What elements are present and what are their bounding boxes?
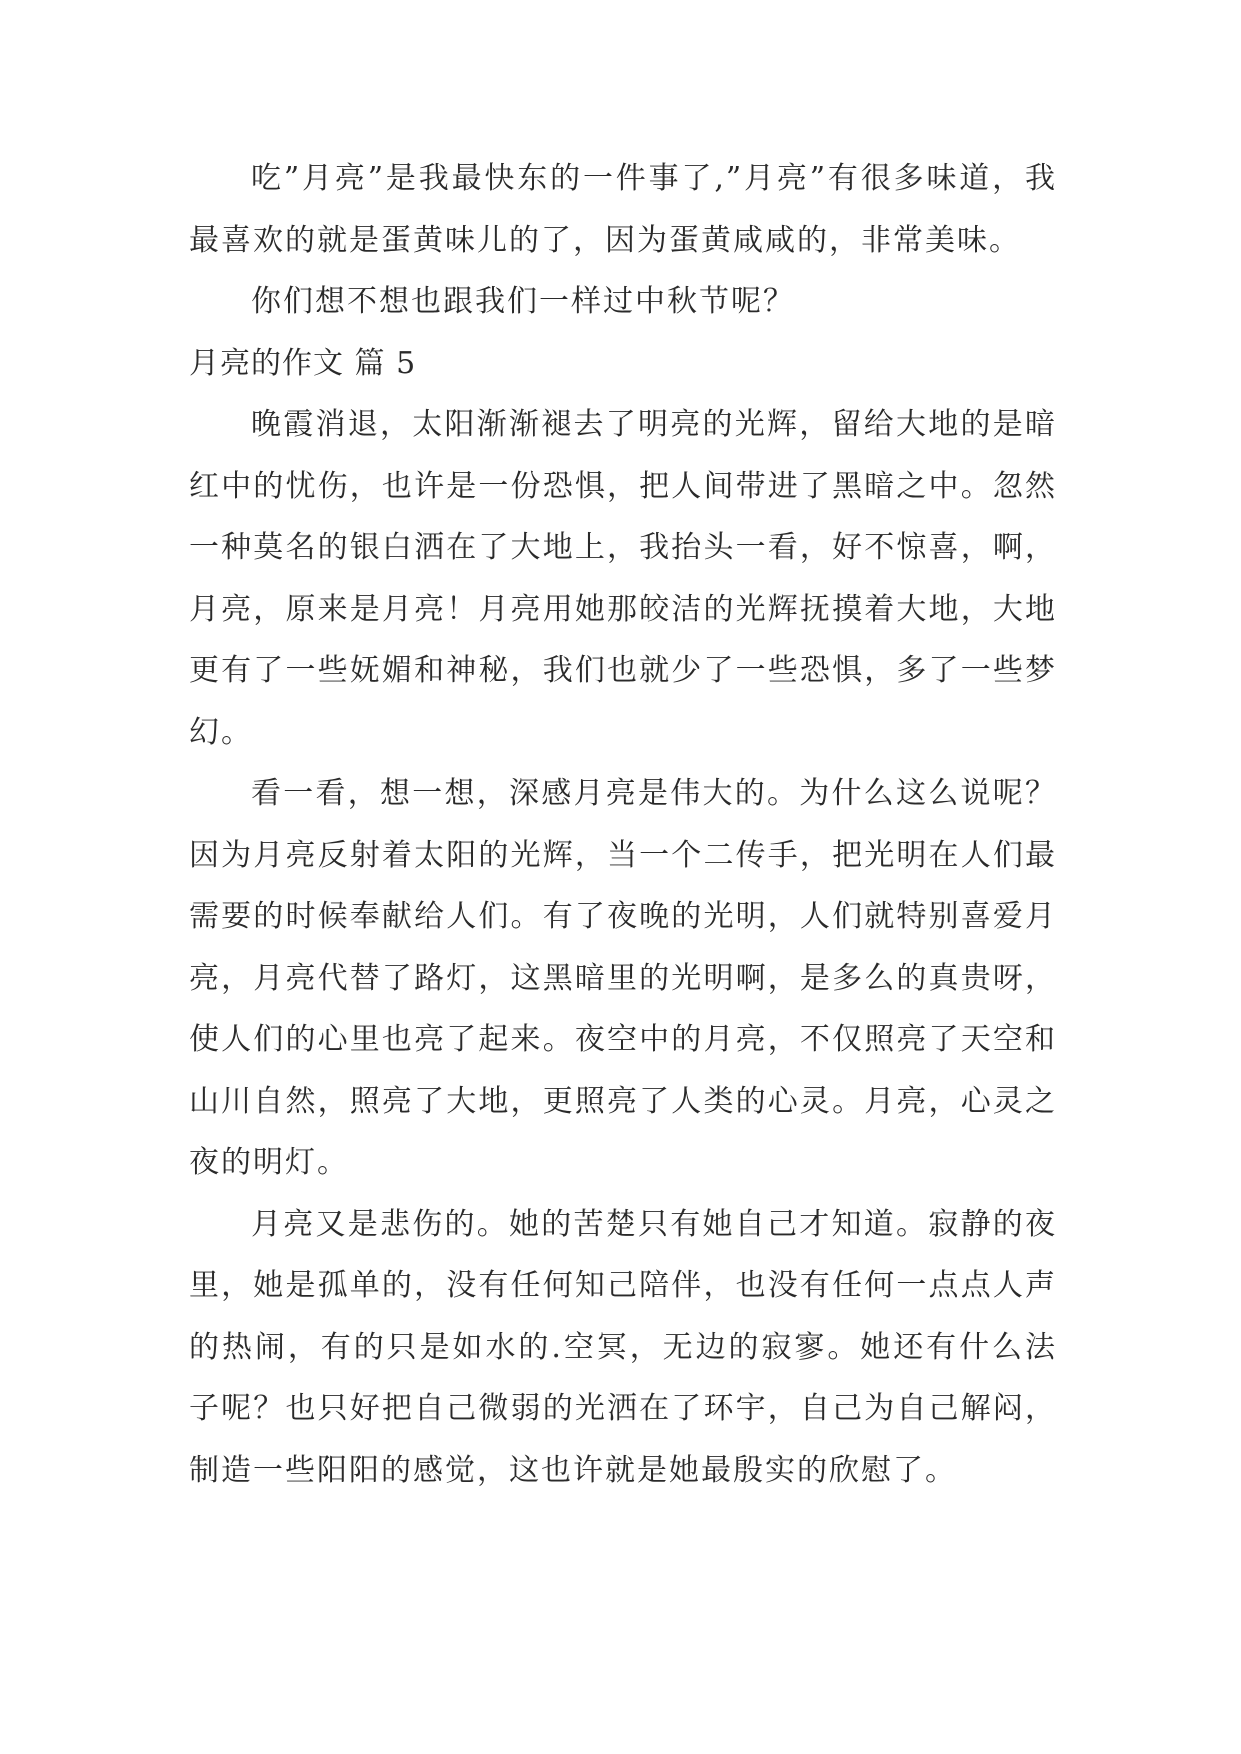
section-heading: 月亮的作文 篇 5 [189,345,417,381]
paragraph-great-moon: 看一看，想一想，深感月亮是伟大的。为什么这么说呢？因为月亮反射着太阳的光辉，当一个二传手，把光明在人们最需要的时候奉献给人们。有了夜晚的光明，人们就特别喜爱月亮，月亮代替了路灯，这黑暗里的光明啊，是多么的真贵呀，使人们的心里也亮了起来。夜空中的月亮，不仅照亮了天空和山川自然，照亮了大地，更照亮了人类的心灵。月亮，心灵之夜的明灯。 [189,776,1057,1180]
paragraph-dusk: 晚霞消退，太阳渐渐褪去了明亮的光辉，留给大地的是暗红中的忧伤，也许是一份恐惧，把人间带进了黑暗之中。忽然一种莫名的银白洒在了大地上，我抬头一看，好不惊喜，啊，月亮，原来是月亮！月亮用她那皎洁的光辉抚摸着大地，大地更有了一些妩媚和神秘，我们也就少了一些恐惧，多了一些梦幻。 [189,407,1057,750]
paragraph-question: 你们想不想也跟我们一样过中秋节呢？ [251,284,795,319]
paragraph-mooncake: 吃”月亮”是我最快东的一件事了,”月亮”有很多味道，我最喜欢的就是蛋黄味儿的了，因为蛋黄咸咸的，非常美味。 [189,161,1057,258]
document-body [189,148,1057,1501]
paragraph-sad-moon: 月亮又是悲伤的。她的苦楚只有她自己才知道。寂静的夜里，她是孤单的，没有任何知己陪伴，也没有任何一点点人声的热闹，有的只是如水的.空冥，无边的寂寥。她还有什么法子呢？也只好把自己微弱的光洒在了环宇，自己为自己解闷，制造一些阳阳的感觉，这也许就是她最殷实的欣慰了。 [189,1206,1057,1488]
